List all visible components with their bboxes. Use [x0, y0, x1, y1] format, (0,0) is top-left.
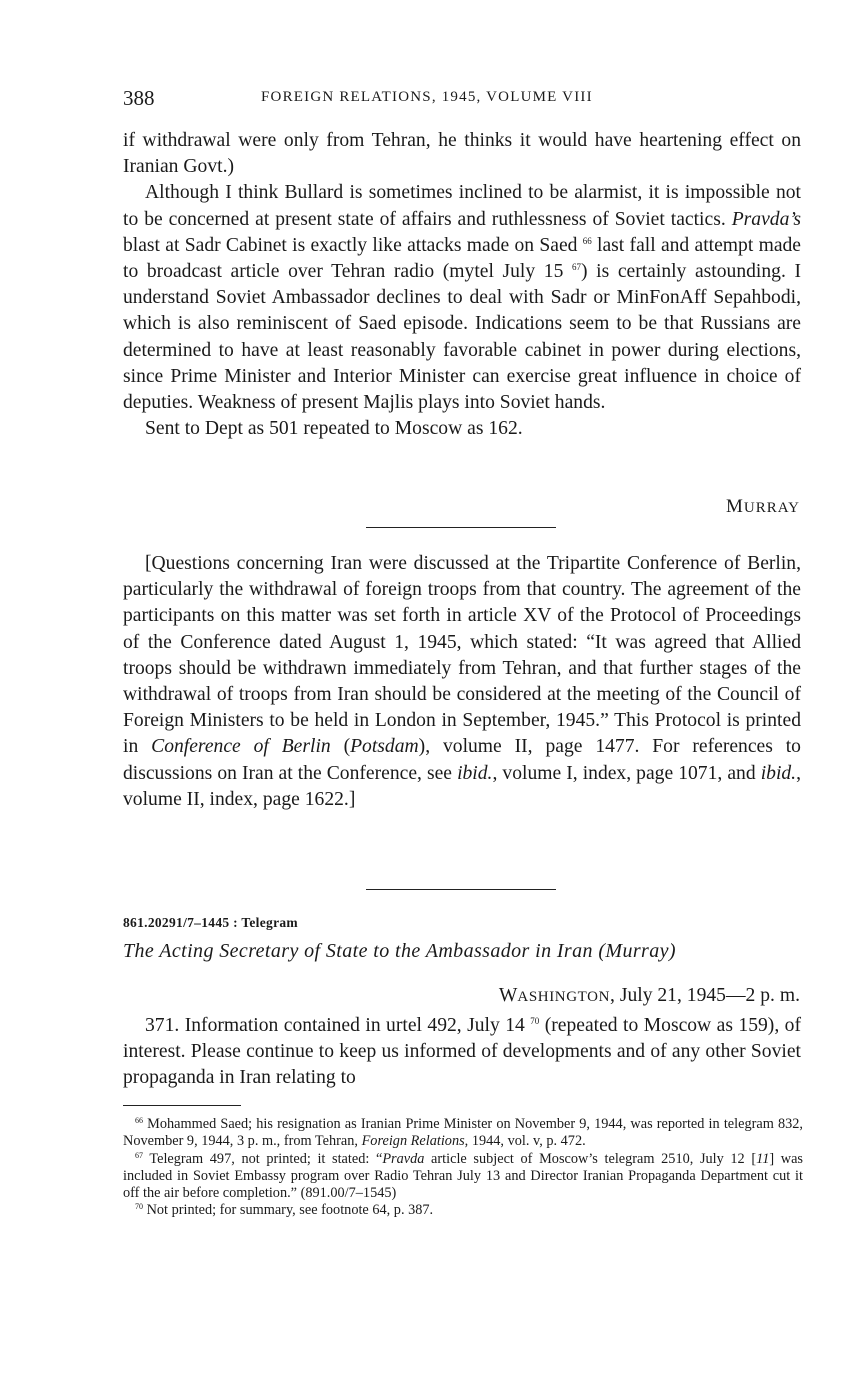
letter-paragraph-3-text: Sent to Dept as 501 repeated to Moscow as 162. — [145, 418, 523, 440]
letter-paragraph-3 — [123, 416, 801, 442]
text-run: , volume I, index, page 1071, and — [492, 762, 761, 784]
document-title — [123, 940, 801, 963]
footnote-ref-70: 70 — [530, 1016, 540, 1026]
text-run: article subject of Moscow’s telegram 2510, July 12 [ — [424, 1150, 757, 1167]
title-name: Murray — [605, 940, 669, 962]
telegram-paragraph — [123, 1013, 801, 1092]
letter-paragraph-1-text: if withdrawal were only from Tehran, he thinks it would have heartening effect on Iranian Govt.) — [123, 130, 801, 178]
telegram-body — [123, 1013, 801, 1092]
title-text: ) — [668, 940, 676, 962]
italic-ibid: ibid. — [760, 762, 797, 784]
footnote-66 — [123, 1116, 803, 1151]
section-divider-2 — [366, 889, 556, 890]
text-run: Not printed; for summary, see footnote 64, p. 387. — [143, 1202, 434, 1219]
text-run: , 1944, vol. v, p. 472. — [464, 1133, 586, 1150]
footnote-ref-67: 67 — [572, 262, 581, 273]
text-run: (repeated to Moscow as 159), of interest. Please continue to keep us informed of developments and of any other Soviet propaganda in Iran relating to — [123, 1015, 801, 1089]
footnotes — [123, 1116, 803, 1220]
text-run: Mohammed Saed; his resignation as Iranian Prime Minister on November 9, 1944, was reported in telegram 832, November 9, 1944, 3 p. m., from Tehran, — [123, 1116, 803, 1150]
letter-paragraph-2 — [123, 180, 801, 416]
footnote-70 — [123, 1202, 803, 1219]
text-run: ), volume II, page 1477. For references to discussions on Iran at the Conference, see — [123, 736, 801, 784]
footnote-marker: 70 — [135, 1202, 143, 1212]
italic-pravda: Pravda’s — [731, 208, 801, 230]
text-run: Telegram 497, not printed; it stated: “ — [143, 1150, 383, 1167]
italic-potsdam: Potsdam — [350, 736, 419, 758]
text-run: ] was included in Soviet Embassy program over Radio Tehran July 13 and Director Iranian Propaganda Department cut it off the air before completion.” (891.00/7–1545) — [123, 1150, 803, 1202]
text-run: last fall and attempt made to broadcast article over Tehran radio (mytel July 15 — [123, 234, 802, 283]
dateline-place-rest: ASHINGTON — [517, 989, 611, 1005]
footnote-marker: 67 — [135, 1150, 143, 1160]
text-run: Although I think Bullard is sometimes inclined to be alarmist, it is impossible not to be concerned at present state of affairs and ruthlessness of Soviet tactics. — [123, 182, 801, 230]
dateline-date: , July 21, 1945—2 p. m. — [610, 985, 800, 1006]
italic-date: 11 — [756, 1150, 770, 1167]
text-run: 371. Information contained in urtel 492, July 14 — [145, 1015, 531, 1036]
text-run: ) is certainly astounding. I understand Soviet Ambassador declines to deal with Sadr or MinFonAff Sepahbodi, which is also reminiscent of Saed episode. Indications seem to be that Russians are determined to have at least reasonably favorable cabinet in power during elections, since Prime Minister and Interior Minister can exercise great influence in choice of deputies. Weakness of present Majlis plays into Soviet hands. — [123, 261, 801, 414]
text-run: [Questions concerning Iran were discussed at the Tripartite Conference of Berlin, particularly the withdrawal of foreign troops from that country. The agreement of the participants on this matter was set forth in article XV of the Protocol of Proceedings of the Conference dated August 1, 1945, which stated: “It was agreed that Allied troops should be withdrawn immediately from Tehran, and that further stages of the withdrawal of troops from Iran should be considered at the meeting of the Council of Foreign Ministers to be held in London in September, 1945.” This Protocol is printed in — [123, 553, 801, 758]
editorial-note — [123, 551, 801, 813]
signature-initial: M — [725, 496, 744, 517]
page-number: 388 — [123, 86, 155, 110]
signature-rest: URRAY — [743, 500, 800, 516]
footnote-67 — [123, 1151, 803, 1203]
text-run: , volume II, index, page 1622.] — [123, 762, 801, 810]
page-header — [123, 86, 803, 112]
file-reference: 861.20291/7–1445 : Telegram — [123, 915, 298, 930]
section-divider-1 — [366, 527, 556, 528]
running-head: FOREIGN RELATIONS, 1945, VOLUME VIII — [261, 89, 593, 105]
title-text: The Acting Secretary of State to the Ambassador in Iran ( — [123, 940, 606, 962]
italic-pravda: Pravda — [382, 1150, 425, 1167]
italic-ibid: ibid. — [457, 762, 493, 784]
text-run: ( — [330, 736, 351, 758]
letter-continuation — [123, 128, 801, 442]
footnote-marker: 66 — [135, 1116, 143, 1125]
italic-conference-title: Conference of Berlin — [151, 736, 331, 758]
text-run: blast at Sadr Cabinet is exactly like attacks made on Saed — [123, 234, 583, 256]
dateline — [499, 985, 800, 1007]
italic-foreign-relations: Foreign Relations — [361, 1133, 465, 1150]
signature — [726, 496, 800, 518]
footnote-separator — [123, 1105, 241, 1106]
letter-paragraph-1 — [123, 128, 801, 180]
dateline-place-initial: W — [498, 985, 518, 1006]
editorial-paragraph — [123, 551, 801, 813]
footnote-ref-66: 66 — [582, 235, 592, 246]
